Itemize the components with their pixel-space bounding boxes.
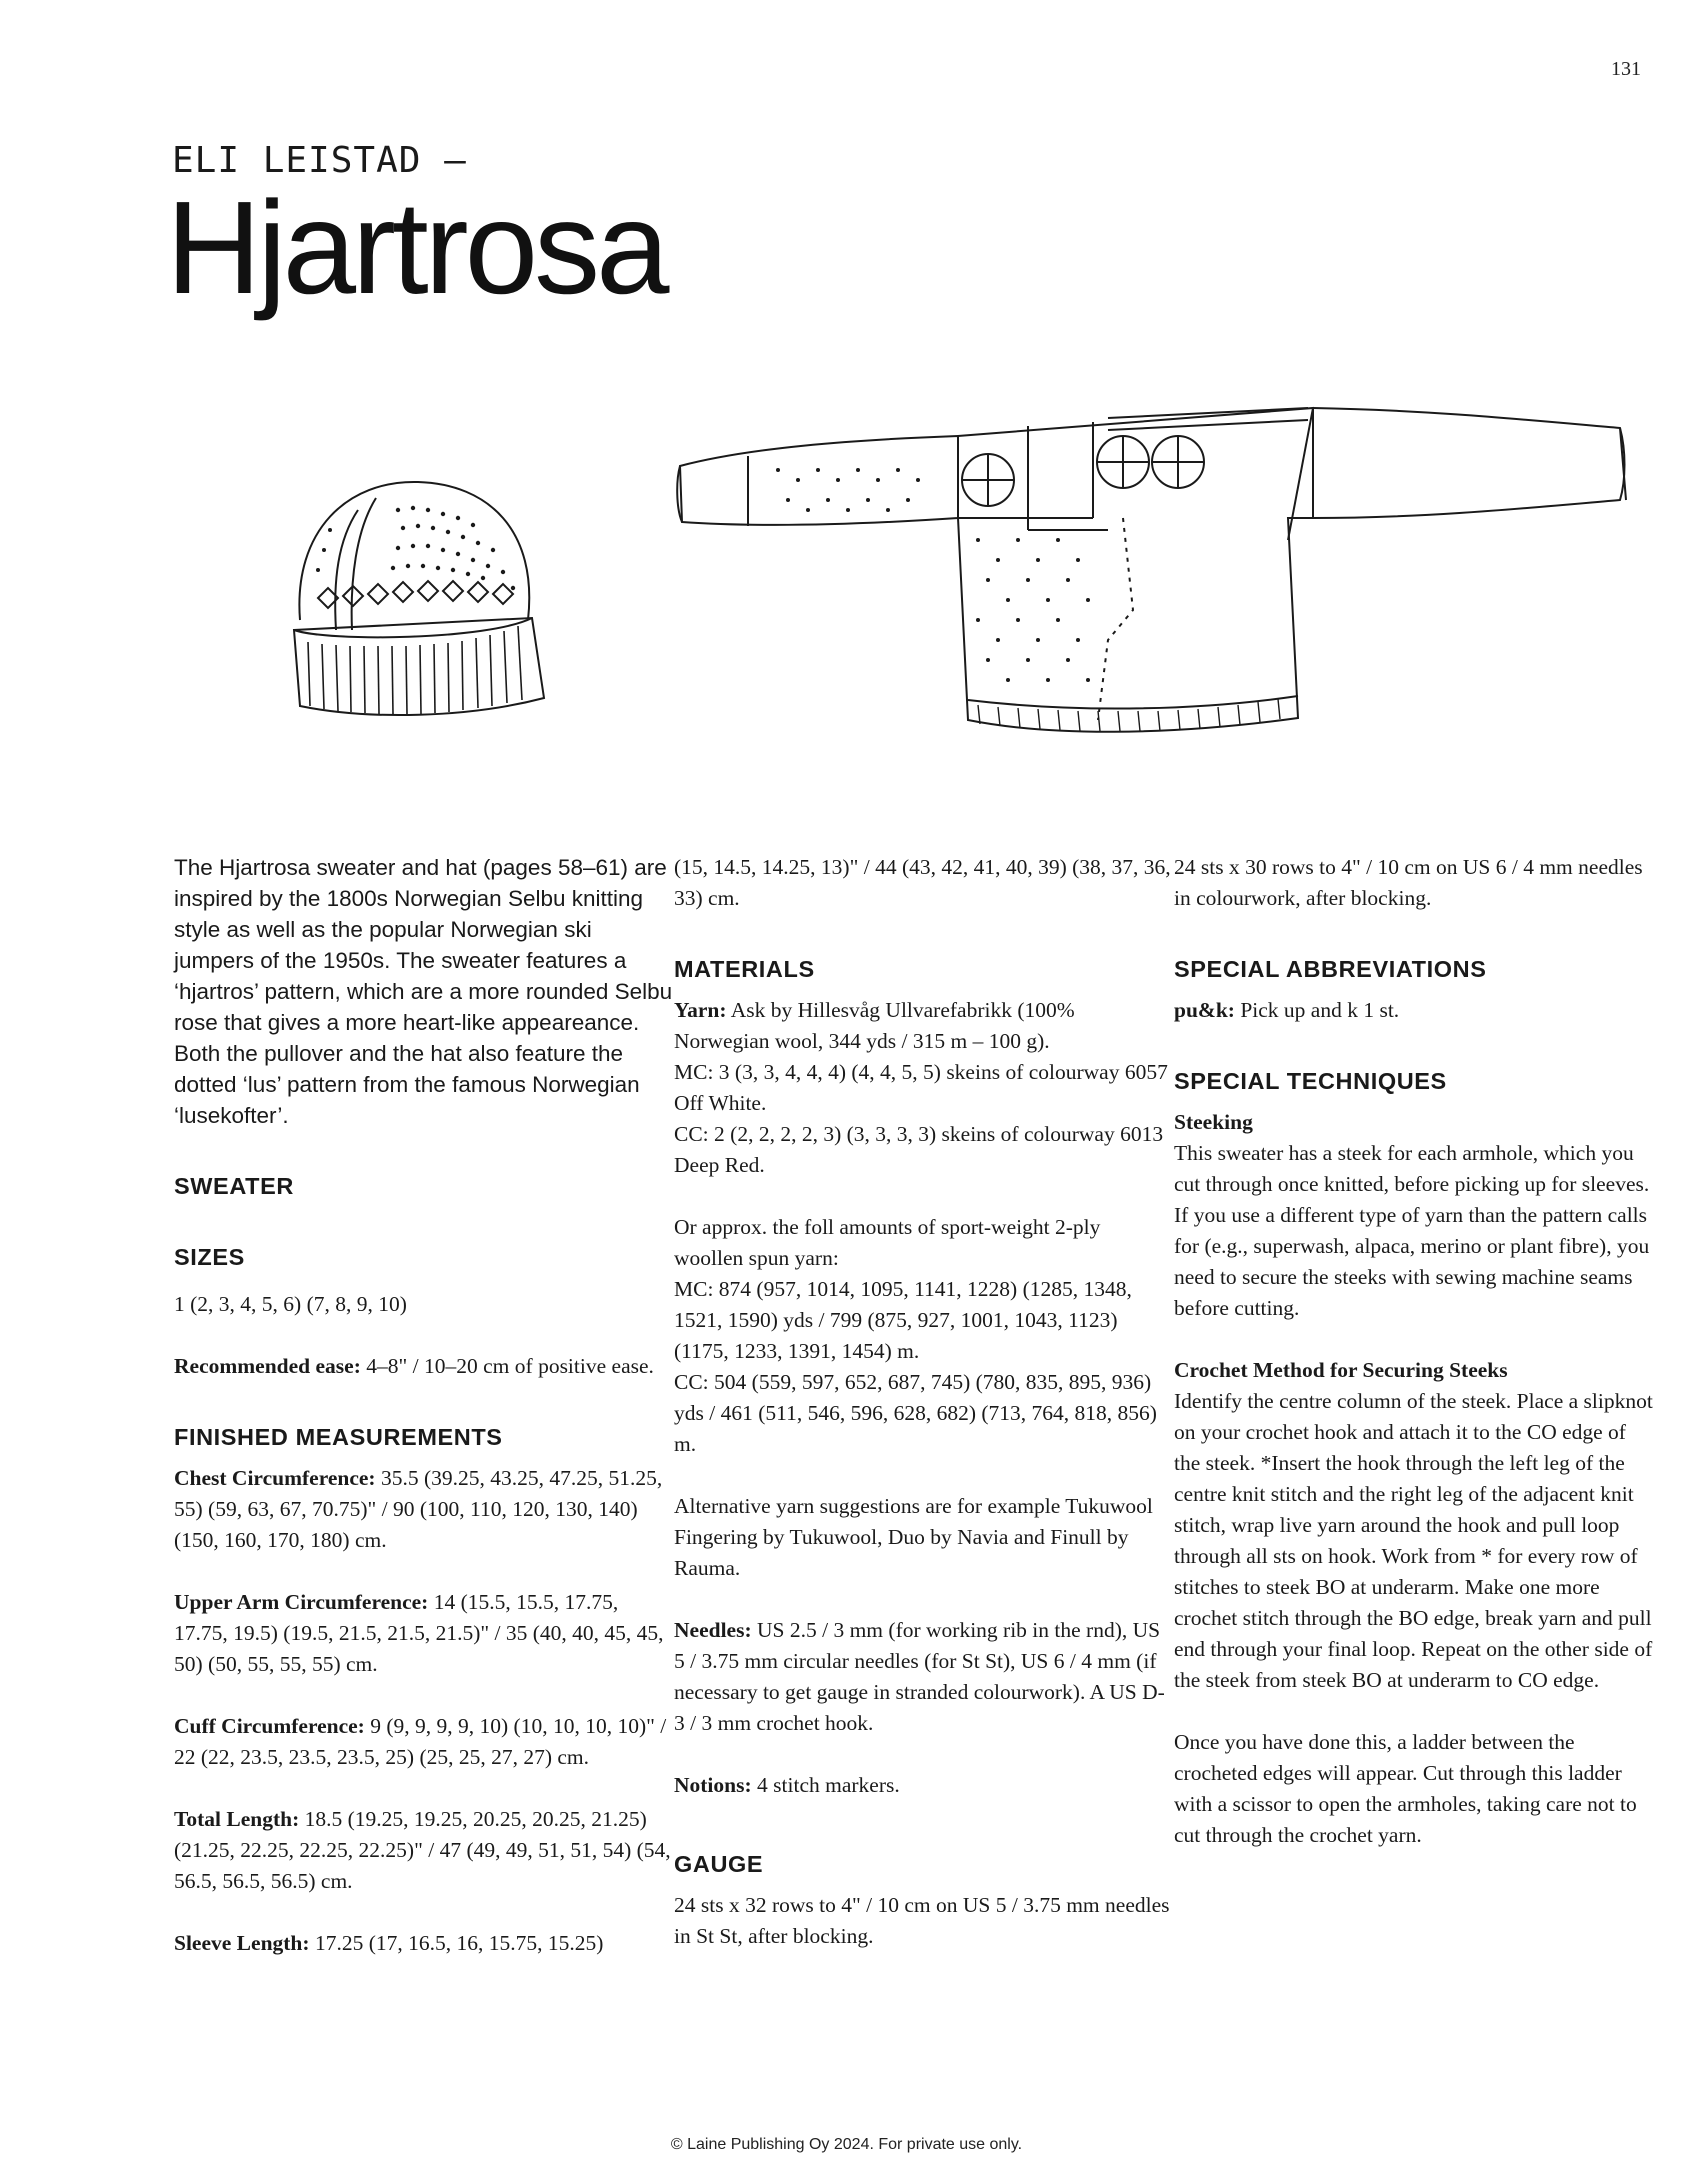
hat-illustration — [288, 470, 568, 730]
alternative-yarns: Alternative yarn suggestions are for example Tukuwool Fingering by Tukuwool, Duo by Navia and Finull by Rauma. — [674, 1494, 1153, 1580]
ladder-text: Once you have done this, a ladder between the crocheted edges will appear. Cut through this ladder with a scissor to open the armholes, taking care not to cut through the crochet yarn. — [1174, 1730, 1637, 1847]
notions-info — [674, 1770, 1174, 1801]
measurement-value: 18.5 (19.25, 19.25, 20.25, 20.25, 21.25) (21.25, 22.25, 22.25, 22.25)" / 47 (49, 49, 51, 51, 54) (54, 56.5, 56.5, 56.5) cm. — [174, 1807, 671, 1893]
crochet-method-title: Crochet Method for Securing Steeks — [1174, 1358, 1508, 1382]
finished-measurements-heading: FINISHED MEASUREMENTS — [174, 1424, 503, 1450]
steeking-title: Steeking — [1174, 1110, 1253, 1134]
crochet-method-text: Identify the centre column of the steek. Place a slipknot on your crochet hook and attach it to the CO edge of the steek. *Insert the hook through the left leg of the centre knit stitch and the right leg of the adjacent knit stitch, wrap live yarn around the hook and pull loop through all sts on hook. Work from * for every row of stitches to steek BO at underarm. Make one more crochet stitch through the BO edge, break yarn and pull end through your final loop. Repeat on the other side of the steek from steek BO at underarm to CO edge. — [1174, 1389, 1653, 1692]
measurement-cuff — [174, 1711, 674, 1773]
mc-skeins: MC: 3 (3, 3, 4, 4, 4) (4, 4, 5, 5) skeins of colourway 6057 Off White. — [674, 1060, 1168, 1115]
needles-value: US 2.5 / 3 mm (for working rib in the rnd), US 5 / 3.75 mm circular needles (for St St), US 6 / 4 mm (if necessary to get gauge in stranded colourwork). A US D-3 / 3 mm crochet hook. — [674, 1618, 1165, 1735]
needles-info — [674, 1615, 1174, 1739]
measurement-label: Cuff Circumference: — [174, 1714, 365, 1738]
notions-value: 4 stitch markers. — [751, 1773, 900, 1797]
gauge-colourwork: 24 sts x 30 rows to 4" / 10 cm on US 6 / 4 mm needles in colourwork, after blocking. — [1174, 855, 1643, 910]
yarn-label: Yarn: — [674, 998, 727, 1022]
sweater-illustration — [668, 400, 1638, 760]
abbreviation-puk — [1174, 995, 1654, 1026]
needles-label: Needles: — [674, 1618, 752, 1642]
recommended-ease — [174, 1351, 674, 1382]
abbreviation-label: pu&k: — [1174, 998, 1235, 1022]
ease-value: 4–8" / 10–20 cm of positive ease. — [360, 1354, 654, 1378]
steeking-text: This sweater has a steek for each armhole, which you cut through once knitted, before picking up for sleeves. If you use a different type of yarn than the pattern calls for (e.g., superwash, alpaca, merino or plant fibre), you need to secure the steeks with sewing machine seams before cutting. — [1174, 1141, 1650, 1320]
yarn-value: Ask by Hillesvåg Ullvarefabrikk (100% Norwegian wool, 344 yds / 315 m – 100 g). — [674, 998, 1075, 1053]
page-number: 131 — [1611, 58, 1641, 80]
page-title: Hjartrosa — [166, 174, 666, 321]
measurement-sleeve-length — [174, 1928, 674, 1959]
sleeve-length-continued: (15, 14.5, 14.25, 13)" / 44 (43, 42, 41, 40, 39) (38, 37, 36, 33) cm. — [674, 855, 1171, 910]
measurement-label: Upper Arm Circumference: — [174, 1590, 429, 1614]
column-2 — [674, 852, 1174, 1952]
sizes-list: 1 (2, 3, 4, 5, 6) (7, 8, 9, 10) — [174, 1292, 407, 1316]
materials-heading: MATERIALS — [674, 956, 815, 982]
measurement-value: 35.5 (39.25, 43.25, 47.25, 51.25, 55) (59, 63, 67, 70.75)" / 90 (100, 110, 120, 130, 140) (150, 160, 170, 180) cm. — [174, 1466, 663, 1552]
mc-amounts: MC: 874 (957, 1014, 1095, 1141, 1228) (1285, 1348, 1521, 1590) yds / 799 (875, 927, 1001, 1043, 1123) (1175, 1233, 1391, 1454) m. — [674, 1277, 1132, 1363]
gauge-st-st: 24 sts x 32 rows to 4" / 10 cm on US 5 / 3.75 mm needles in St St, after blocking. — [674, 1893, 1170, 1948]
designer-name: ELI LEISTAD — — [172, 140, 467, 181]
gauge-heading: GAUGE — [674, 1851, 764, 1877]
special-abbreviations-heading: SPECIAL ABBREVIATIONS — [1174, 956, 1487, 982]
measurement-label: Sleeve Length: — [174, 1931, 310, 1955]
measurement-chest — [174, 1463, 674, 1556]
measurement-value: 14 (15.5, 15.5, 17.75, 17.75, 19.5) (19.5, 21.5, 21.5, 21.5)" / 35 (40, 40, 45, 45, 50) (50, 55, 55, 55) cm. — [174, 1590, 664, 1676]
cc-amounts: CC: 504 (559, 597, 652, 687, 745) (780, 835, 895, 936) yds / 461 (511, 546, 596, 628, 682) (713, 764, 818, 856) m. — [674, 1370, 1157, 1456]
abbreviation-value: Pick up and k 1 st. — [1234, 998, 1400, 1022]
approx-amounts-intro: Or approx. the foll amounts of sport-weight 2-ply woollen spun yarn: — [674, 1215, 1101, 1270]
intro-text: The Hjartrosa sweater and hat (pages 58–61) are inspired by the 1800s Norwegian Selbu knitting style as well as the popular Norwegian ski jumpers of the 1950s. The sweater features a ‘hjartros’ pattern, which are a more rounded Selbu rose that gives a more heart-like appeareance. Both the pullover and the hat also feature the dotted ‘lus’ pattern from the famous Norwegian ‘lusekofter’. — [174, 855, 673, 1128]
column-3 — [1174, 852, 1654, 1851]
measurement-upper-arm — [174, 1587, 674, 1680]
measurement-value: 9 (9, 9, 9, 9, 10) (10, 10, 10, 10)" / 22 (22, 23.5, 23.5, 23.5, 25) (25, 25, 27, 27) cm. — [174, 1714, 667, 1769]
sweater-heading: SWEATER — [174, 1173, 294, 1199]
measurement-total-length — [174, 1804, 674, 1897]
special-techniques-heading: SPECIAL TECHNIQUES — [1174, 1068, 1447, 1094]
cc-skeins: CC: 2 (2, 2, 2, 2, 3) (3, 3, 3, 3) skeins of colourway 6013 Deep Red. — [674, 1122, 1164, 1177]
yarn-info — [674, 995, 1174, 1057]
ease-label: Recommended ease: — [174, 1354, 361, 1378]
measurement-label: Total Length: — [174, 1807, 300, 1831]
measurement-label: Chest Circumference: — [174, 1466, 376, 1490]
sizes-heading: SIZES — [174, 1244, 245, 1270]
copyright-footer: © Laine Publishing Oy 2024. For private use only. — [670, 2136, 1023, 2153]
notions-label: Notions: — [674, 1773, 752, 1797]
measurement-value: 17.25 (17, 16.5, 16, 15.75, 15.25) — [309, 1931, 604, 1955]
column-1 — [174, 852, 674, 1959]
